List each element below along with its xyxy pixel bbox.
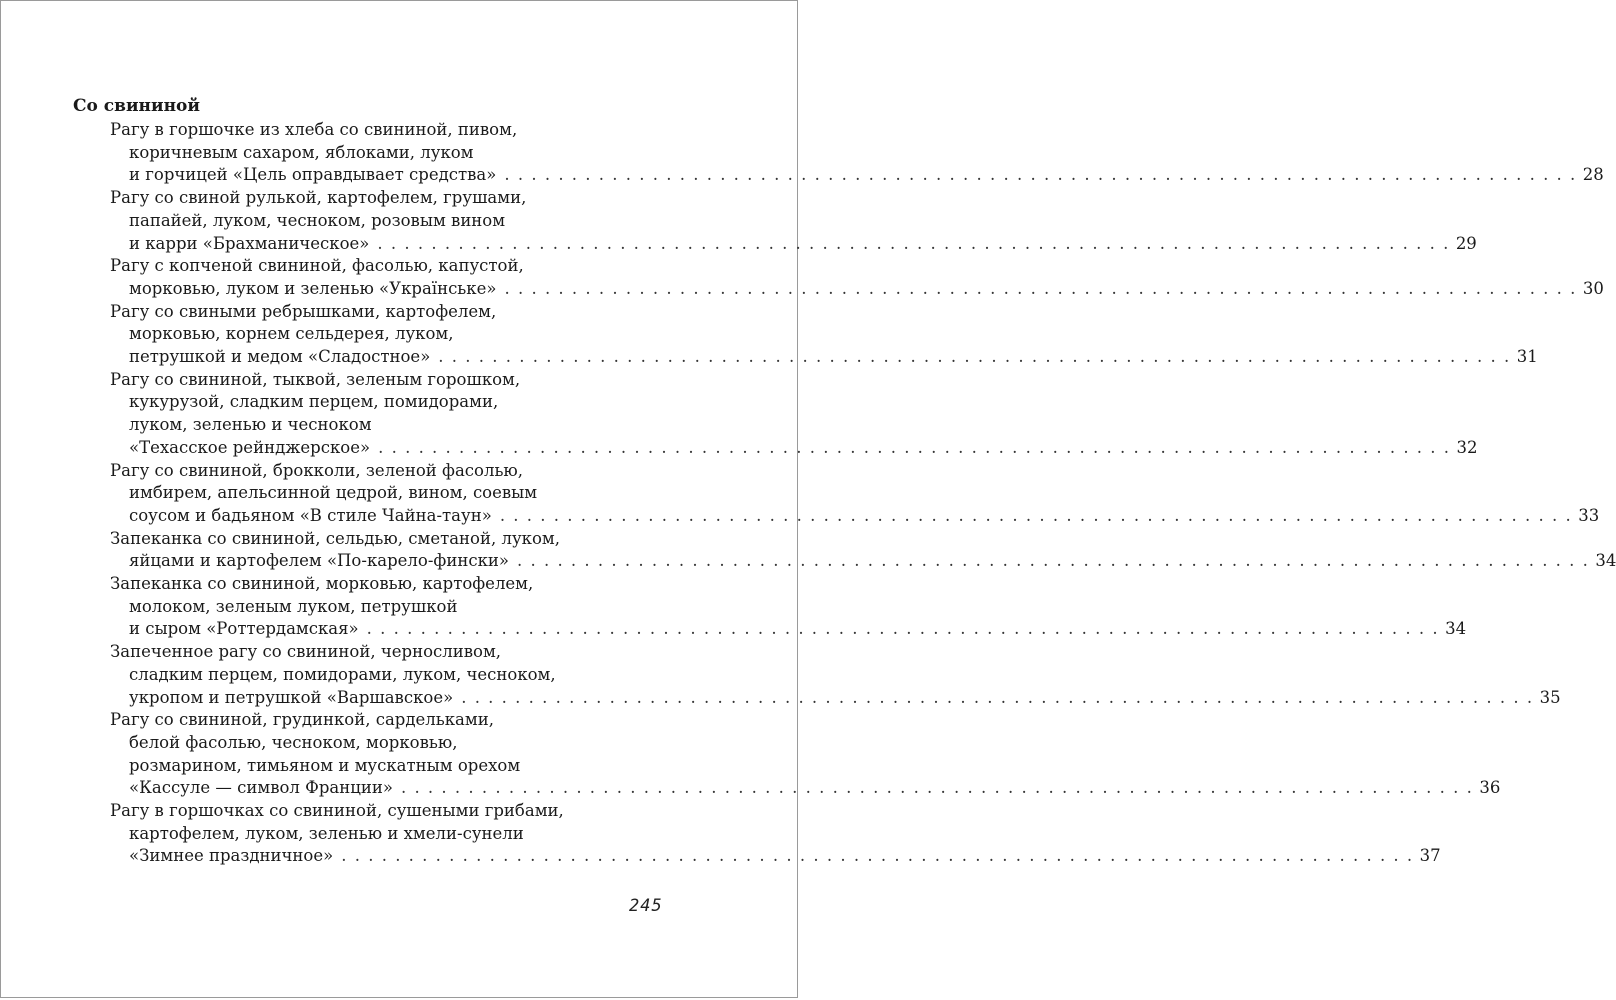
toc-page-number: 32 <box>1456 437 1478 457</box>
dot-leader: . . . . . . . . . . . . . . . . . . . . . . . . . . . . . . . . . . . . . . . . . . . . . . . . . . . . . . . . . . . . . . . . . . . . . . . . . . . . . . . . <box>516 551 1590 571</box>
toc-entry-line: луком, зеленью и чесноком <box>129 415 372 435</box>
toc-entry-line: папайей, луком, чесноком, розовым вином <box>129 210 506 230</box>
toc-entry-line: кукурузой, сладким перцем, помидорами, <box>129 392 499 412</box>
toc-page-number: 28 <box>1582 165 1604 185</box>
dot-leader: . . . . . . . . . . . . . . . . . . . . . . . . . . . . . . . . . . . . . . . . . . . . . . . . . . . . . . . . . . . . . . . . . . . . . . . . . . . . . . . . <box>378 437 1451 457</box>
dot-leader: . . . . . . . . . . . . . . . . . . . . . . . . . . . . . . . . . . . . . . . . . . . . . . . . . . . . . . . . . . . . . . . . . . . . . . . . . . . . . . . . <box>461 687 1534 707</box>
toc-entry-line: яйцами и картофелем «По-карело-фински» <box>129 551 509 571</box>
toc-entry-line: морковью, корнем сельдерея, луком, <box>129 324 454 344</box>
dot-leader: . . . . . . . . . . . . . . . . . . . . . . . . . . . . . . . . . . . . . . . . . . . . . . . . . . . . . . . . . . . . . . . . . . . . . . . . . . . . . . . . <box>377 233 1450 253</box>
toc-page-number: 34 <box>1445 619 1467 639</box>
toc-entry-title: Рагу в горшочках со свининой, сушеными грибами, <box>110 801 564 820</box>
toc-entry-line: коричневым сахаром, яблоками, луком <box>129 142 474 162</box>
toc-entry-last-line <box>129 277 1604 300</box>
toc-entry-last-line <box>129 776 1501 799</box>
toc-entry-title: Запеканка со свининой, сельдью, сметаной, луком, <box>110 528 560 548</box>
toc-page-number: 35 <box>1539 687 1561 707</box>
toc-page-number: 34 <box>1595 551 1616 571</box>
dot-leader: . . . . . . . . . . . . . . . . . . . . . . . . . . . . . . . . . . . . . . . . . . . . . . . . . . . . . . . . . . . . . . . . . . . . . . . . . . . . . . . . <box>504 278 1577 298</box>
section-title: Со свининой <box>73 96 201 116</box>
dot-leader: . . . . . . . . . . . . . . . . . . . . . . . . . . . . . . . . . . . . . . . . . . . . . . . . . . . . . . . . . . . . . . . . . . . . . . . . . . . . . . . . <box>499 505 1573 525</box>
toc-entry-line: сладким перцем, помидорами, луком, чесноком, <box>129 664 556 684</box>
toc-page-number: 31 <box>1516 347 1538 366</box>
toc-entry-last-line <box>129 549 1616 572</box>
toc-entry-last-line <box>129 504 1600 527</box>
toc-page-number: 37 <box>1419 846 1441 866</box>
toc-entry-title: Рагу со свиными ребрышками, картофелем, <box>110 301 497 321</box>
toc-entry-line: и сыром «Роттердамская» <box>129 619 359 639</box>
toc-entry-line: укропом и петрушкой «Варшавское» <box>129 687 454 707</box>
toc-entry-line: имбирем, апельсинной цедрой, вином, соевым <box>129 483 538 503</box>
toc-entry-title: Запеченное рагу со свининой, черносливом, <box>110 642 502 662</box>
toc-entry-last-line <box>129 844 1441 867</box>
toc-entry-title: Рагу со свининой, грудинкой, сардельками, <box>110 710 494 730</box>
toc-entry-title: Рагу в горшочке из хлеба со свининой, пивом, <box>110 120 518 139</box>
toc-page-number: 30 <box>1582 278 1604 298</box>
toc-entry-line: и горчицей «Цель оправдывает средства» <box>129 165 497 185</box>
dot-leader: . . . . . . . . . . . . . . . . . . . . . . . . . . . . . . . . . . . . . . . . . . . . . . . . . . . . . . . . . . . . . . . . . . . . . . . . . . . . . . . . <box>438 347 1511 366</box>
toc-entry-line: «Зимнее праздничное» <box>129 846 334 866</box>
toc-entry-last-line <box>129 163 1604 186</box>
toc-page-number: 29 <box>1455 233 1477 253</box>
toc-entry-title: Рагу со свининой, тыквой, зеленым горошком, <box>110 369 521 389</box>
toc-page-number: 36 <box>1479 778 1501 798</box>
dot-leader: . . . . . . . . . . . . . . . . . . . . . . . . . . . . . . . . . . . . . . . . . . . . . . . . . . . . . . . . . . . . . . . . . . . . . . . . . . . . . . . . <box>400 778 1474 798</box>
toc-entry-last-line <box>129 617 1467 640</box>
toc-entry-last-line <box>129 345 1538 368</box>
toc-entry-line: соусом и бадьяном «В стиле Чайна-таун» <box>129 505 492 525</box>
toc-entry-line: молоком, зеленым луком, петрушкой <box>129 596 458 616</box>
toc-entry-line: морковью, луком и зеленью «Українське» <box>129 278 497 298</box>
toc-entry-line: и карри «Брахманическое» <box>129 233 370 253</box>
toc-page-number: 33 <box>1578 505 1600 525</box>
toc-entry-title: Рагу со свининой, брокколи, зеленой фасолью, <box>110 460 524 480</box>
toc-entry-line: петрушкой и медом «Сладостное» <box>129 347 431 366</box>
dot-leader: . . . . . . . . . . . . . . . . . . . . . . . . . . . . . . . . . . . . . . . . . . . . . . . . . . . . . . . . . . . . . . . . . . . . . . . . . . . . . . . . <box>366 619 1440 639</box>
toc-entry-line: розмарином, тимьяном и мускатным орехом <box>129 755 521 775</box>
toc-entry-title: Запеканка со свининой, морковью, картофелем, <box>110 574 534 593</box>
toc-entry-last-line <box>129 436 1478 459</box>
toc-entry-title: Рагу с копченой свининой, фасолью, капустой, <box>110 256 524 276</box>
toc-entry-line: «Кассуле — символ Франции» <box>129 778 393 798</box>
toc-entry-title: Рагу со свиной рулькой, картофелем, грушами, <box>110 188 527 208</box>
dot-leader: . . . . . . . . . . . . . . . . . . . . . . . . . . . . . . . . . . . . . . . . . . . . . . . . . . . . . . . . . . . . . . . . . . . . . . . . . . . . . . . . <box>504 165 1577 185</box>
toc-entry-line: картофелем, луком, зеленью и хмели-сунели <box>129 823 524 843</box>
toc-entry-last-line <box>129 686 1561 709</box>
dot-leader: . . . . . . . . . . . . . . . . . . . . . . . . . . . . . . . . . . . . . . . . . . . . . . . . . . . . . . . . . . . . . . . . . . . . . . . . . . . . . . . . <box>341 846 1414 866</box>
page-number: 245 <box>629 896 663 916</box>
toc-entry-last-line <box>129 232 1477 255</box>
toc-entry-line: «Техасское рейнджерское» <box>129 437 371 457</box>
toc-entry-line: белой фасолью, чесноком, морковью, <box>129 732 458 752</box>
